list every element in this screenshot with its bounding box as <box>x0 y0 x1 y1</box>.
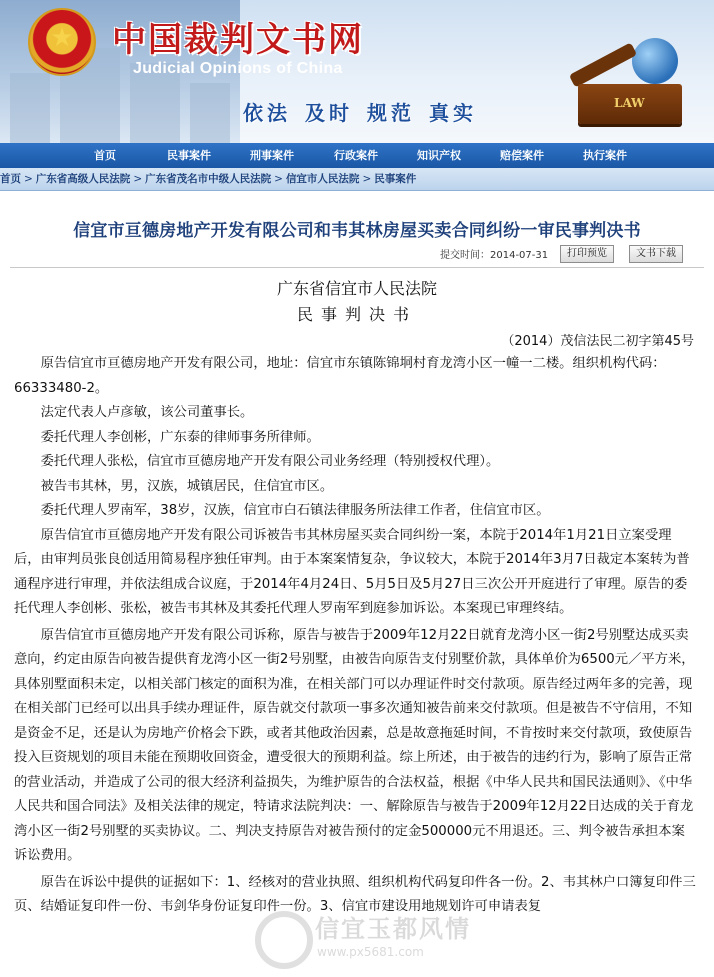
site-subtitle: Judicial Opinions of China <box>133 60 343 77</box>
breadcrumb <box>0 168 714 191</box>
globe-icon <box>632 38 678 84</box>
watermark-text: 信宜玉都风情 <box>315 915 471 943</box>
paragraph: 法定代表人卢彦敏，该公司董事长。 <box>40 405 254 420</box>
court-name: 广东省信宜市人民法院 <box>276 279 437 298</box>
nav-item-enforcement[interactable]: 执行案件 <box>583 149 627 162</box>
breadcrumb-separator: > <box>133 173 143 185</box>
submit-time-label: 提交时间： <box>440 250 490 261</box>
paragraph: 原告信宜市亘德房地产开发有限公司诉被告韦其林房屋买卖合同纠纷一案，本院于2014年1月21日立案受理后，由审判员张良创适用简易程序独任审判。由于本案案情复杂，争议较大，本院于2014年3月7日裁定本案转为普通程序进行审理，并依法组成合议庭，于2014年4月24日、5月5日及5月27日三次公开开庭进行了审理。原告的委托代理人李创彬、张松，被告韦其林及其委托代理人罗南军到庭参加诉讼。本案现已审理终结。 <box>14 527 690 616</box>
breadcrumb-item[interactable]: 信宜市人民法院 <box>285 173 360 185</box>
watermark-logo-icon <box>255 911 313 969</box>
breadcrumb-item[interactable]: 首页 <box>0 173 21 185</box>
nav-item-civil[interactable]: 民事案件 <box>167 149 211 162</box>
document-title: 信宜市亘德房地产开发有限公司和韦其林房屋买卖合同纠纷一审民事判决书 <box>73 221 641 241</box>
nav-item-criminal[interactable]: 刑事案件 <box>250 149 294 162</box>
slogan-word: 真实 <box>429 101 477 125</box>
nav-item-ip[interactable]: 知识产权 <box>417 149 461 162</box>
paragraph: 被告韦其林，男，汉族，城镇居民，住信宜市区。 <box>40 478 334 494</box>
breadcrumb-item[interactable]: 广东省茂名市中级人民法院 <box>145 173 272 185</box>
divider <box>10 267 704 268</box>
watermark-url: www.px5681.com <box>317 945 424 959</box>
paragraph: 委托代理人李创彬，广东泰的律师事务所律师。 <box>40 429 320 445</box>
paragraph: 委托代理人张松，信宜市亘德房地产开发有限公司业务经理（特别授权代理）。 <box>40 454 500 469</box>
nav-item-home[interactable]: 首页 <box>94 149 116 162</box>
nav-item-compensation[interactable]: 赔偿案件 <box>500 149 544 162</box>
national-emblem-icon: ★ <box>28 8 96 76</box>
breadcrumb-separator: > <box>274 173 283 185</box>
breadcrumb-item[interactable]: 民事案件 <box>374 173 417 185</box>
print-preview-button[interactable]: 打印预览 <box>560 245 614 263</box>
paragraph: 委托代理人罗南军，38岁，汉族，信宜市白石镇法律服务所法律工作者，住信宜市区。 <box>40 503 550 518</box>
paragraph: 原告信宜市亘德房地产开发有限公司，地址：信宜市东镇陈锦垌村育龙湾小区一幢一二楼。组织机构代码：66333480-2。 <box>14 356 666 396</box>
download-button[interactable]: 文书下载 <box>629 245 683 263</box>
case-number: （2014）茂信法民二初字第45号 <box>501 334 694 349</box>
law-book-label: LAW <box>614 96 645 110</box>
breadcrumb-separator: > <box>362 173 372 185</box>
site-slogan <box>243 97 491 126</box>
law-book-gavel-icon <box>568 38 696 134</box>
nav-item-administrative[interactable]: 行政案件 <box>334 149 378 162</box>
document-body <box>14 352 698 920</box>
slogan-word: 及时 <box>305 101 353 125</box>
breadcrumb-separator: > <box>24 173 33 185</box>
site-title[interactable]: 中国裁判文书网 <box>112 20 364 60</box>
slogan-word: 规范 <box>367 101 415 125</box>
breadcrumb-item[interactable]: 广东省高级人民法院 <box>35 173 131 185</box>
document-type: 民事判决书 <box>296 305 417 324</box>
paragraph: 原告在诉讼中提供的证据如下：1、经核对的营业执照、组织机构代码复印件各一份。2、韦其林户口簿复印件三页、结婚证复印件一份、韦剑华身份证复印件一份。3、信宜市建设用地规划许可申请表复 <box>14 874 696 914</box>
submit-time <box>440 246 548 261</box>
gavel-icon <box>569 42 637 87</box>
slogan-word: 依法 <box>243 101 291 125</box>
paragraph: 原告信宜市亘德房地产开发有限公司诉称，原告与被告于2009年12月22日就育龙湾小区一街2号别墅达成买卖意向，约定由原告向被告提供育龙湾小区一街2号别墅，由被告向原告支付别墅价款，具体单价为6500元／平方米，具体别墅面积未定，以相关部门核定的面积为准，在相关部门可以办理证件时交付款项。原告经过两年多的完善，现在相关部门已经可以出具手续办理证件，原告就交付款项一事多次通知被告前来交付款项。但是被告不守信用，不知是资金不足，还是认为房地产价格会下跌，或者其他政治因素，总是故意拖延时间，不肯按时来交付款项，致使原告投入巨资规划的项目未能在预期收回资金，遭受很大的预期利益。综上所述，由于被告的违约行为，影响了原告正常的营业活动，并造成了公司的很大经济利益损失，为维护原告的合法权益，根据《中华人民共和国民法通则》、《中华人民共和国合同法》及相关法律的规定，特请求法院判决：一、解除原告与被告于2009年12月22日达成的关于育龙湾小区一街2号别墅的买卖协议。二、判决支持原告对被告预付的定金500000元不用退还。三、判令被告承担本案诉讼费用。 <box>14 627 695 863</box>
submit-time-value: 2014-07-31 <box>490 250 549 261</box>
main-nav <box>0 143 714 168</box>
law-book-icon <box>578 84 682 124</box>
site-banner <box>0 0 714 143</box>
